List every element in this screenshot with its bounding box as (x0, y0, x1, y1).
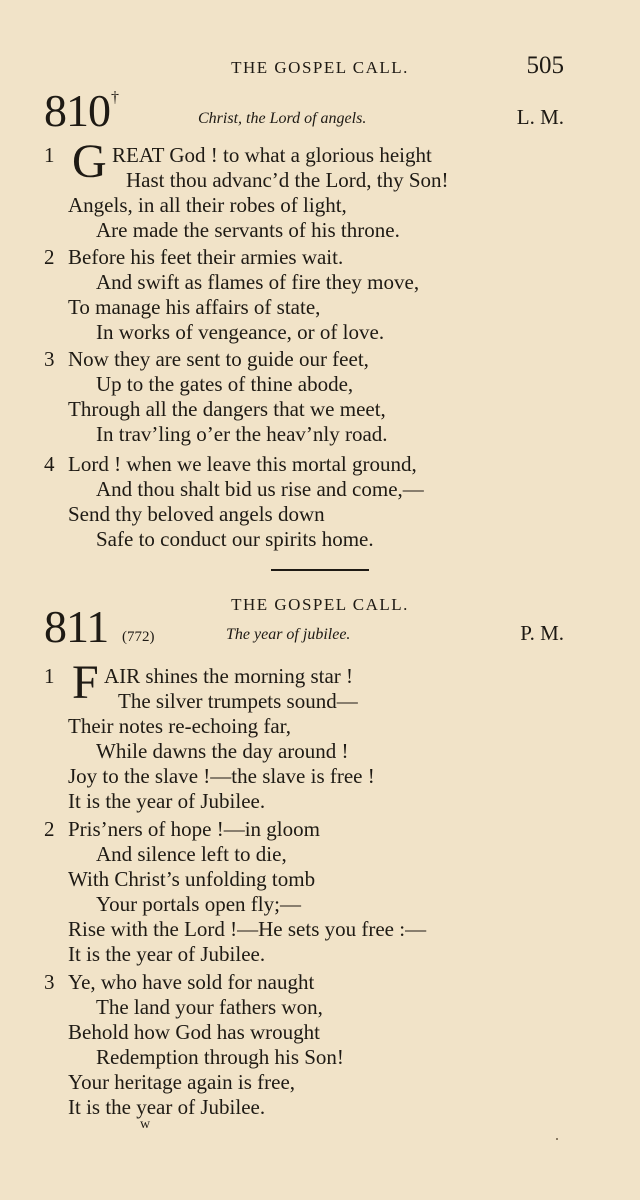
hymn-811-meter: P. M. (520, 621, 564, 645)
verse-line: Joy to the slave !—the slave is free ! (68, 764, 375, 788)
verse-number: 1 (44, 664, 55, 688)
verse-line: And silence left to die, (96, 842, 287, 866)
verse-line: Send thy beloved angels down (68, 502, 325, 526)
verse-line: AIR shines the morning star ! (104, 664, 354, 688)
verse-line: And swift as flames of fire they move, (96, 270, 420, 294)
verse-line: Rise with the Lord !—He sets you free :— (68, 917, 427, 941)
drop-cap: F (72, 656, 99, 709)
verse-line: Safe to conduct our spirits home. (96, 527, 374, 551)
verse-number: 4 (44, 452, 55, 476)
verse-line: The land your fathers won, (96, 995, 323, 1019)
dagger-mark: † (111, 89, 118, 106)
verse-line: Are made the servants of his throne. (96, 218, 400, 242)
verse-line: Angels, in all their robes of light, (68, 193, 347, 217)
verse-line: In works of vengeance, or of love. (96, 320, 385, 344)
drop-cap: G (72, 135, 107, 188)
verse-number: 3 (44, 970, 55, 994)
verse-line: The silver trumpets sound— (118, 689, 358, 713)
verse-line: It is the year of Jubilee. (68, 789, 266, 813)
hymn-810-title: Christ, the Lord of angels. (198, 110, 367, 127)
verse-line: Redemption through his Son! (96, 1045, 344, 1069)
verse-number: 3 (44, 347, 55, 371)
section-divider (271, 569, 369, 571)
verse-line: It is the year of Jubilee. (68, 1095, 266, 1119)
verse-line: Before his feet their armies wait. (68, 245, 344, 269)
hymn-811-number: 811 (44, 601, 109, 652)
verse-line: REAT God ! to what a glorious height (112, 143, 432, 167)
verse-line: Your portals open fly;— (96, 892, 301, 916)
verse-line: Hast thou advanc’d the Lord, thy Son! (126, 168, 449, 192)
verse-line: Behold how God has wrought (68, 1020, 320, 1044)
verse-line: Lord ! when we leave this mortal ground, (68, 452, 417, 476)
verse-number: 2 (44, 245, 55, 269)
verse-line: Your heritage again is free, (68, 1070, 296, 1094)
page-number: 505 (526, 52, 564, 79)
verse-number: 2 (44, 817, 55, 841)
hymn-810-number: 810† (44, 85, 118, 136)
verse-line: While dawns the day around ! (96, 739, 349, 763)
hymn-811-title: The year of jubilee. (226, 626, 351, 643)
verse-line: And thou shalt bid us rise and come,— (96, 477, 424, 501)
verse-line: Pris’ners of hope !—in gloom (68, 817, 320, 841)
verse-line: To manage his affairs of state, (68, 295, 321, 319)
verse-line: Through all the dangers that we meet, (68, 397, 386, 421)
hymn-810-header (0, 85, 640, 138)
verse-line: Up to the gates of thine abode, (96, 372, 354, 396)
verse-line: Now they are sent to guide our feet, (68, 347, 369, 371)
verse-line: It is the year of Jubilee. (68, 942, 266, 966)
paper-speck (556, 1138, 558, 1140)
hymn-810-meter: L. M. (516, 105, 564, 129)
verse-number: 1 (44, 143, 55, 167)
signature-mark: w (140, 1117, 151, 1132)
verse-line: Their notes re-echoing far, (68, 714, 292, 738)
verse-line: Ye, who have sold for naught (68, 970, 315, 994)
verse-line: In trav’ling o’er the heav’nly road. (96, 422, 388, 446)
verse-line: With Christ’s unfolding tomb (68, 867, 316, 891)
section-heading: THE GOSPEL CALL. (231, 595, 409, 614)
running-head: THE GOSPEL CALL. (231, 58, 409, 77)
hymn-811-reference: (772) (122, 629, 155, 645)
